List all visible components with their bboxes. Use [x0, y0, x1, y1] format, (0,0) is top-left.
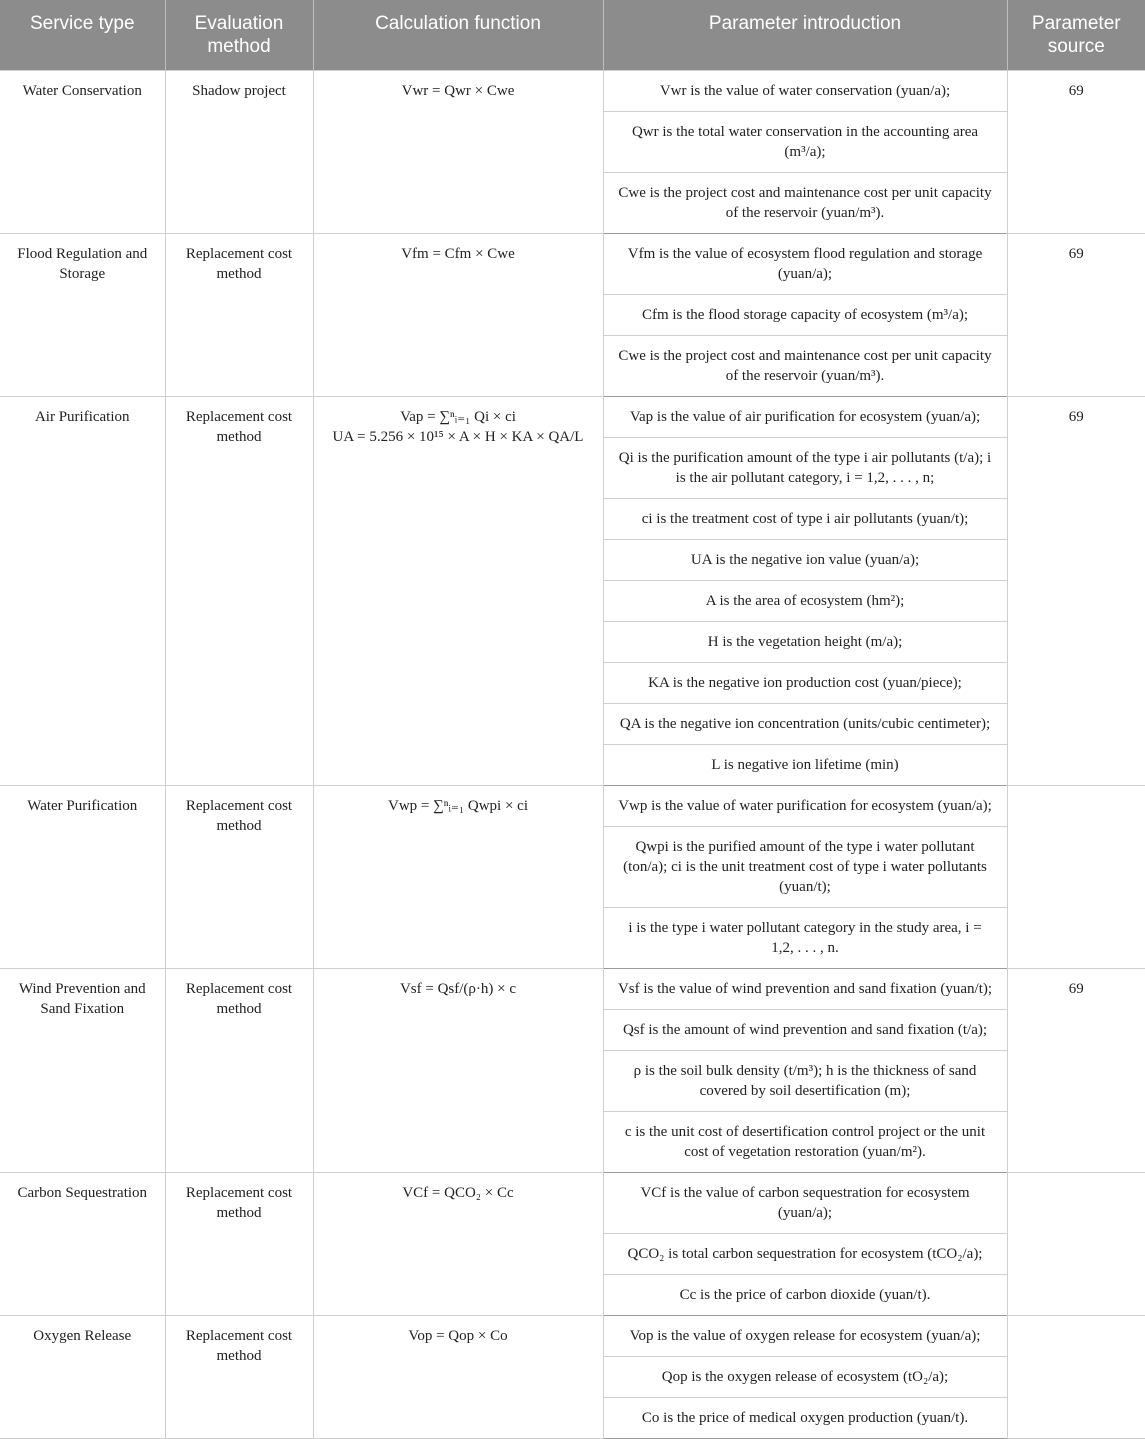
table-row: [0, 786, 1145, 827]
table-row: [0, 969, 1145, 1010]
parameter-description-cell: Qsf is the amount of wind prevention and sand fixation (t/a);: [603, 1010, 1007, 1051]
parameter-source-cell: 69: [1007, 71, 1145, 234]
formula-line: Vwp = ∑ⁿᵢ₌₁ Qwpi × ci: [387, 798, 528, 814]
calculation-function-cell: [313, 234, 603, 397]
formula-line: VCf = QCO₂ × Cc: [402, 1185, 514, 1201]
parameter-description-cell: Vwp is the value of water purification for ecosystem (yuan/a);: [603, 786, 1007, 827]
header-row: [0, 0, 1145, 71]
header-calculation-function: Calculation function: [313, 0, 603, 71]
parameter-source-cell: [1007, 786, 1145, 969]
service-type-cell: Wind Prevention and Sand Fixation: [0, 969, 165, 1173]
service-type-cell: Water Purification: [0, 786, 165, 969]
evaluation-method-cell: Replacement cost method: [165, 1173, 313, 1316]
formula-line: Vsf = Qsf/(ρ·h) × c: [399, 981, 517, 997]
parameter-description-cell: Cc is the price of carbon dioxide (yuan/t).: [603, 1275, 1007, 1316]
calculation-function-cell: [313, 1173, 603, 1316]
parameter-description-cell: ρ is the soil bulk density (t/m³); h is the thickness of sand covered by soil desertification (m);: [603, 1051, 1007, 1112]
parameter-description-cell: Vap is the value of air purification for ecosystem (yuan/a);: [603, 397, 1007, 438]
parameter-description-cell: Cwe is the project cost and maintenance cost per unit capacity of the reservoir (yuan/m³).: [603, 336, 1007, 397]
parameter-description-cell: Qwpi is the purified amount of the type i water pollutant (ton/a); ci is the unit treatment cost of type i water pollutants (yuan/t);: [603, 827, 1007, 908]
parameter-description-cell: KA is the negative ion production cost (yuan/piece);: [603, 663, 1007, 704]
parameter-description-cell: A is the area of ecosystem (hm²);: [603, 581, 1007, 622]
parameter-description-cell: Cfm is the flood storage capacity of ecosystem (m³/a);: [603, 295, 1007, 336]
evaluation-method-cell: Replacement cost method: [165, 786, 313, 969]
evaluation-method-cell: Replacement cost method: [165, 969, 313, 1173]
parameter-description-cell: Vop is the value of oxygen release for ecosystem (yuan/a);: [603, 1316, 1007, 1357]
parameter-description-cell: Qi is the purification amount of the type i air pollutants (t/a); i is the air pollutant category, i = 1,2, . . . , n;: [603, 438, 1007, 499]
evaluation-method-cell: Replacement cost method: [165, 1316, 313, 1439]
parameter-description-cell: H is the vegetation height (m/a);: [603, 622, 1007, 663]
table-row: [0, 71, 1145, 112]
table-body: [0, 71, 1145, 1439]
parameter-description-cell: Vsf is the value of wind prevention and sand fixation (yuan/t);: [603, 969, 1007, 1010]
parameter-source-cell: [1007, 1173, 1145, 1316]
parameter-source-cell: 69: [1007, 969, 1145, 1173]
formula-line: Vfm = Cfm × Cwe: [401, 246, 515, 262]
parameter-description-cell: ci is the treatment cost of type i air pollutants (yuan/t);: [603, 499, 1007, 540]
header-service-type: Service type: [0, 0, 165, 71]
header-parameter-source: Parameter source: [1007, 0, 1145, 71]
service-type-cell: Oxygen Release: [0, 1316, 165, 1439]
parameter-description-cell: UA is the negative ion value (yuan/a);: [603, 540, 1007, 581]
evaluation-method-cell: Replacement cost method: [165, 234, 313, 397]
parameter-description-cell: L is negative ion lifetime (min): [603, 745, 1007, 786]
calculation-function-cell: [313, 969, 603, 1173]
parameter-source-cell: 69: [1007, 234, 1145, 397]
parameter-description-cell: i is the type i water pollutant category in the study area, i = 1,2, . . . , n.: [603, 908, 1007, 969]
parameter-description-cell: Cwe is the project cost and maintenance cost per unit capacity of the reservoir (yuan/m³).: [603, 173, 1007, 234]
header-evaluation-method: Evaluation method: [165, 0, 313, 71]
calculation-function-cell: [313, 786, 603, 969]
formula-line: Vap = ∑ⁿᵢ₌₁ Qi × ci: [400, 409, 516, 425]
table-row: [0, 1316, 1145, 1357]
parameter-description-cell: c is the unit cost of desertification control project or the unit cost of vegetation restoration (yuan/m²).: [603, 1112, 1007, 1173]
parameter-source-cell: [1007, 1316, 1145, 1439]
service-type-cell: Flood Regulation and Storage: [0, 234, 165, 397]
table-row: [0, 1173, 1145, 1234]
evaluation-method-cell: Replacement cost method: [165, 397, 313, 786]
service-type-cell: Water Conservation: [0, 71, 165, 234]
calculation-function-cell: [313, 1316, 603, 1439]
formula-line: Vwr = Qwr × Cwe: [401, 83, 515, 99]
header-parameter-introduction: Parameter introduction: [603, 0, 1007, 71]
formula-line: Vop = Qop × Co: [408, 1328, 508, 1344]
parameter-description-cell: Qwr is the total water conservation in the accounting area (m³/a);: [603, 112, 1007, 173]
evaluation-method-cell: Shadow project: [165, 71, 313, 234]
parameter-description-cell: Qop is the oxygen release of ecosystem (tO₂/a);: [603, 1357, 1007, 1398]
table-row: [0, 397, 1145, 438]
parameter-source-cell: 69: [1007, 397, 1145, 786]
table-row: [0, 234, 1145, 295]
calculation-function-cell: [313, 397, 603, 786]
parameter-description-cell: Co is the price of medical oxygen production (yuan/t).: [603, 1398, 1007, 1439]
service-type-cell: Carbon Sequestration: [0, 1173, 165, 1316]
parameter-description-cell: Vwr is the value of water conservation (yuan/a);: [603, 71, 1007, 112]
parameter-description-cell: QCO₂ is total carbon sequestration for ecosystem (tCO₂/a);: [603, 1234, 1007, 1275]
calculation-function-cell: [313, 71, 603, 234]
formula-line: UA = 5.256 × 10¹⁵ × A × H × KA × QA/L: [332, 429, 584, 445]
parameter-description-cell: VCf is the value of carbon sequestration for ecosystem (yuan/a);: [603, 1173, 1007, 1234]
parameter-description-cell: Vfm is the value of ecosystem flood regulation and storage (yuan/a);: [603, 234, 1007, 295]
parameter-description-cell: QA is the negative ion concentration (units/cubic centimeter);: [603, 704, 1007, 745]
service-type-cell: Air Purification: [0, 397, 165, 786]
